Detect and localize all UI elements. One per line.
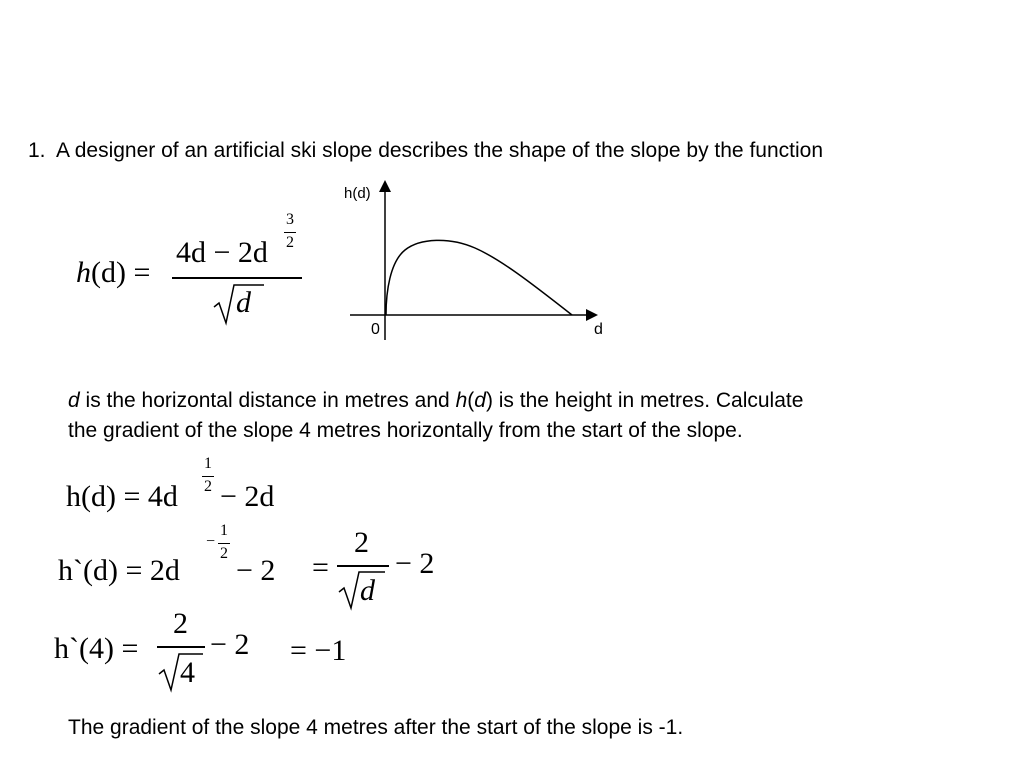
step2-rest: − 2: [236, 554, 276, 587]
step1-lhs: h(d) = 4d: [66, 480, 178, 513]
step2-lhs: h`(d) = 2d: [58, 554, 180, 587]
slope-curve: [386, 240, 572, 315]
step3-frac-den: 4: [180, 656, 195, 689]
step2-after: − 2: [395, 547, 435, 580]
step1-exp-num: 1: [204, 455, 212, 472]
formula-main-numerator: 4d − 2d: [176, 236, 268, 269]
step2-frac-den: d: [360, 574, 375, 607]
formula-main-denominator: d: [236, 286, 251, 319]
step2-exp-num: 1: [220, 522, 228, 539]
step2-exp-minus: −: [206, 533, 216, 550]
step1-rest: − 2d: [220, 480, 275, 513]
step2-fraction-bar: [337, 565, 389, 567]
step3-fraction-bar: [157, 646, 205, 648]
formula-main-h: h: [76, 256, 91, 289]
question-number: 1.: [28, 139, 46, 162]
step2-frac-num: 2: [354, 526, 369, 559]
definition-line-2: the gradient of the slope 4 metres horizontally from the start of the slope.: [68, 419, 743, 442]
question-text: [28, 139, 823, 163]
conclusion-text: The gradient of the slope 4 metres after the start of the slope is -1.: [68, 716, 684, 739]
formula-main-exp-den: 2: [286, 234, 294, 251]
step2-exp-den: 2: [220, 545, 228, 562]
step3-frac-num: 2: [173, 607, 188, 640]
question-prompt: A designer of an artificial ski slope describes the shape of the slope by the function: [56, 139, 823, 162]
step2-eq: =: [312, 551, 329, 584]
x-axis-label: d: [594, 321, 603, 338]
formula-main-exp-num: 3: [286, 211, 294, 228]
graph-svg: [380, 182, 620, 342]
definition-line-1: d is the horizontal distance in metres and h(d) is the height in metres. Calculate: [68, 389, 804, 412]
step3-lhs: h`(4) =: [54, 632, 139, 665]
step3-after: − 2: [210, 628, 250, 661]
formula-main-lhs: (d) =: [91, 256, 151, 289]
formula-main-fraction-bar: [172, 277, 302, 279]
y-axis-label: h(d): [344, 185, 371, 202]
step3-result: = −1: [290, 634, 347, 667]
step1-exp-den: 2: [204, 478, 212, 495]
origin-label: 0: [371, 321, 380, 338]
